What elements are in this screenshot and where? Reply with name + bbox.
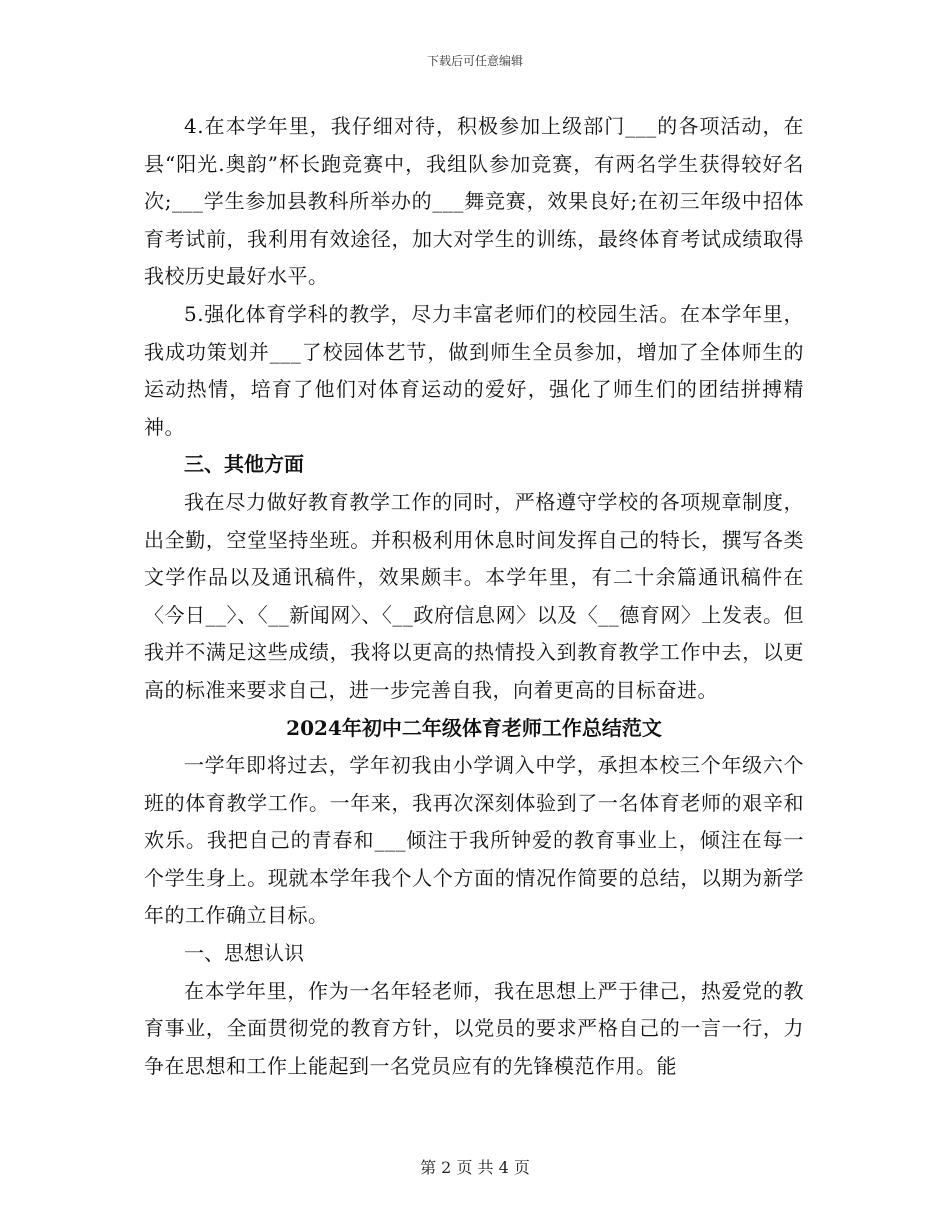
- page-number: 第 2 页 共 4 页: [420, 1158, 530, 1177]
- paragraph-other: 我在尽力做好教育教学工作的同时，严格遵守学校的各项规章制度，出全勤，空堂坚持坐班。并积极利用休息时间发挥自己的特长，撰写各类文学作品以及通讯稿件，效果颇丰。本学年里，有二十余篇通讯稿件在〈今日__〉、〈__新闻网〉、〈__政府信息网〉以及〈__德育网〉上发表。但我并不满足这些成绩，我将以更高的热情投入到教育教学工作中去，以更高的标准来要求自己，进一步完善自我，向着更高的目标奋进。: [144, 489, 804, 702]
- page-header-note: 下载后可任意编辑: [426, 54, 523, 68]
- paragraph-intro: 一学年即将过去，学年初我由小学调入中学，承担本校三个年级六个班的体育教学工作。一年来，我再次深刻体验到了一名体育老师的艰辛和欢乐。我把自己的青春和___倾注于我所钟爱的教育事业上，倾注在每一个学生身上。现就本学年我个人个方面的情况作简要的总结，以期为新学年的工作确立目标。: [144, 753, 804, 928]
- article-title: 2024年初中二年级体育老师工作总结范文: [286, 715, 662, 740]
- paragraph-thought: 在本学年里，作为一名年轻老师，我在思想上严于律己，热爱党的教育事业，全面贯彻党的教育方针，以党员的要求严格自己的一言一行，力争在思想和工作上能起到一名党员应有的先锋模范作用。能: [144, 978, 804, 1078]
- paragraph-5: 5.强化体育学科的教学，尽力丰富老师们的校园生活。在本学年里，我成功策划并___了校园体艺节，做到师生全员参加，增加了全体师生的运动热情，培育了他们对体育运动的爱好，强化了师生们的团结拼搏精神。: [144, 301, 804, 439]
- section-heading-thought: 一、思想认识: [184, 941, 304, 966]
- document-body: [144, 108, 804, 1085]
- section-heading-other: 三、其他方面: [184, 452, 304, 477]
- paragraph-4: 4.在本学年里，我仔细对待，积极参加上级部门___的各项活动，在县“阳光.奥韵”杯长跑竞赛中，我组队参加竞赛，有两名学生获得较好名次;___学生参加县教科所举办的___舞竞赛，效果良好;在初三年级中招体育考试前，我利用有效途径，加大对学生的训练，最终体育考试成绩取得我校历史最好水平。: [144, 114, 804, 289]
